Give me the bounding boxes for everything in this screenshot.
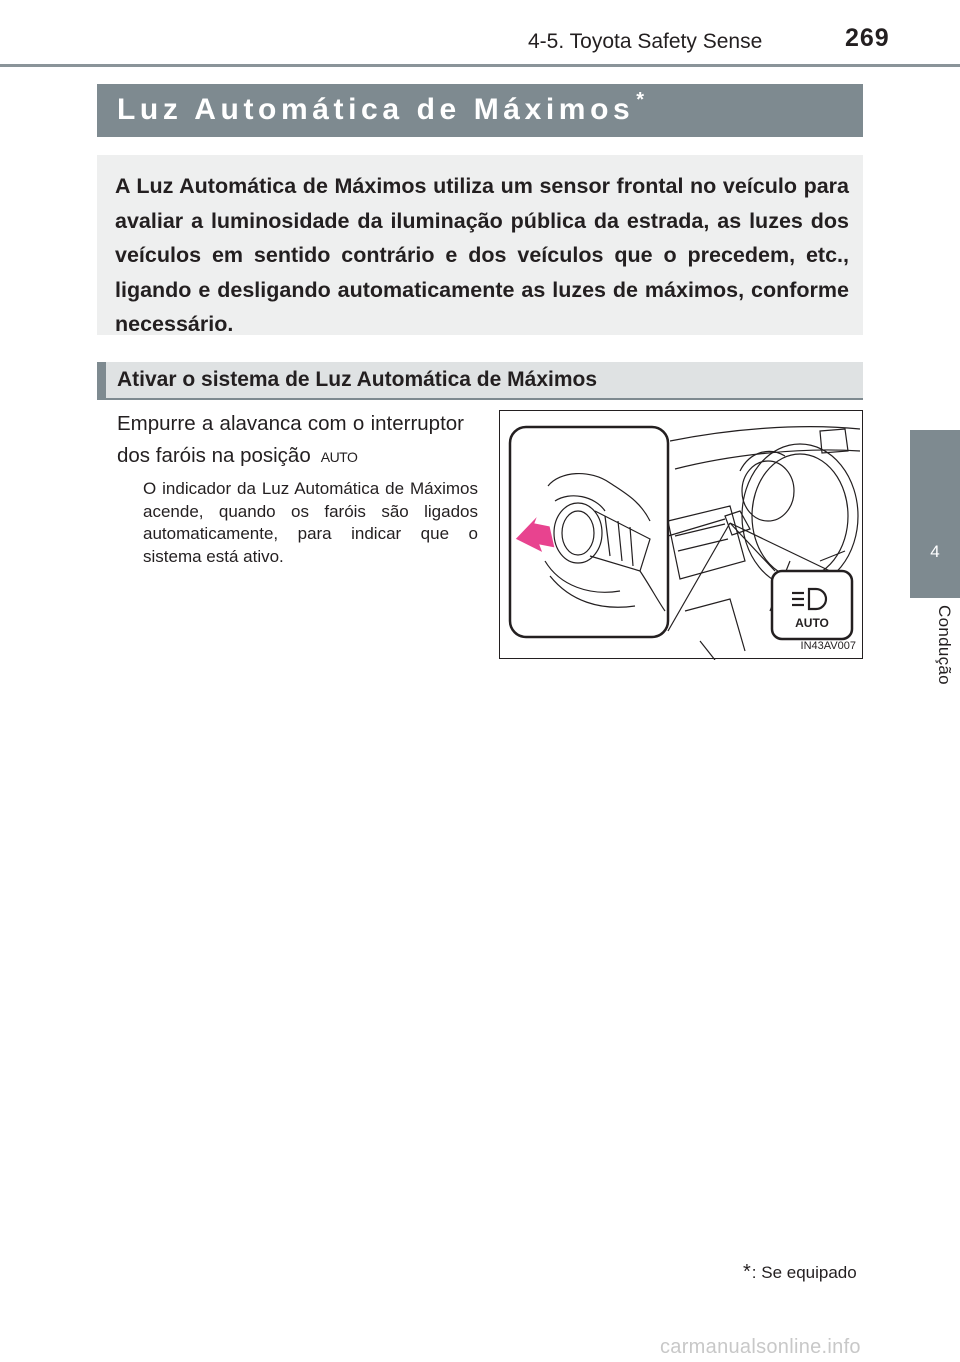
illustration-drawing	[500, 411, 864, 660]
section-title-bar	[97, 84, 863, 137]
footnote	[743, 1261, 857, 1284]
intro-box	[97, 155, 863, 335]
auto-indicator-label: AUTO	[795, 616, 829, 630]
section-title	[117, 89, 645, 127]
footnote-marker: *	[743, 1261, 751, 1283]
header-rule	[0, 64, 960, 67]
intro-text: A Luz Automática de Máximos utiliza um sensor frontal no veículo para avaliar a luminosidade da iluminação pública da estrada, as luzes dos veículos em sentido contrário e dos veículos que o precedem, etc., ligando e desligando automaticamente as luzes de máximos, conforme necessário.	[115, 174, 849, 336]
section-title-text: Luz Automática de Máximos	[117, 93, 635, 126]
chapter-tab-number: 4	[930, 542, 940, 561]
chapter-tab	[910, 430, 960, 598]
step-text: Empurre a alavanca com o interruptor dos faróis na posição	[117, 412, 464, 467]
header-section-title: 4-5. Toyota Safety Sense	[528, 30, 763, 53]
subheading-bar	[97, 362, 863, 400]
illustration-code: IN43AV007	[800, 640, 856, 652]
auto-position-icon: AUTO	[320, 449, 358, 465]
subheading: Ativar o sistema de Luz Automática de Máximos	[117, 368, 598, 391]
subheading-underline	[97, 398, 863, 400]
optional-equipment-marker: *	[636, 89, 645, 111]
watermark: carmanualsonline.info	[660, 1336, 861, 1358]
subheading-marker	[97, 362, 106, 400]
illustration-headlight-switch	[499, 410, 863, 659]
step-note: O indicador da Luz Automática de Máximos acende, quando os faróis são ligados automaticamente, para indicar que o sistema está ativo.	[143, 479, 478, 566]
step-instruction	[117, 408, 464, 473]
footnote-text: : Se equipado	[751, 1263, 857, 1282]
page-number: 269	[845, 24, 890, 52]
chapter-tab-label: Condução	[935, 605, 954, 685]
